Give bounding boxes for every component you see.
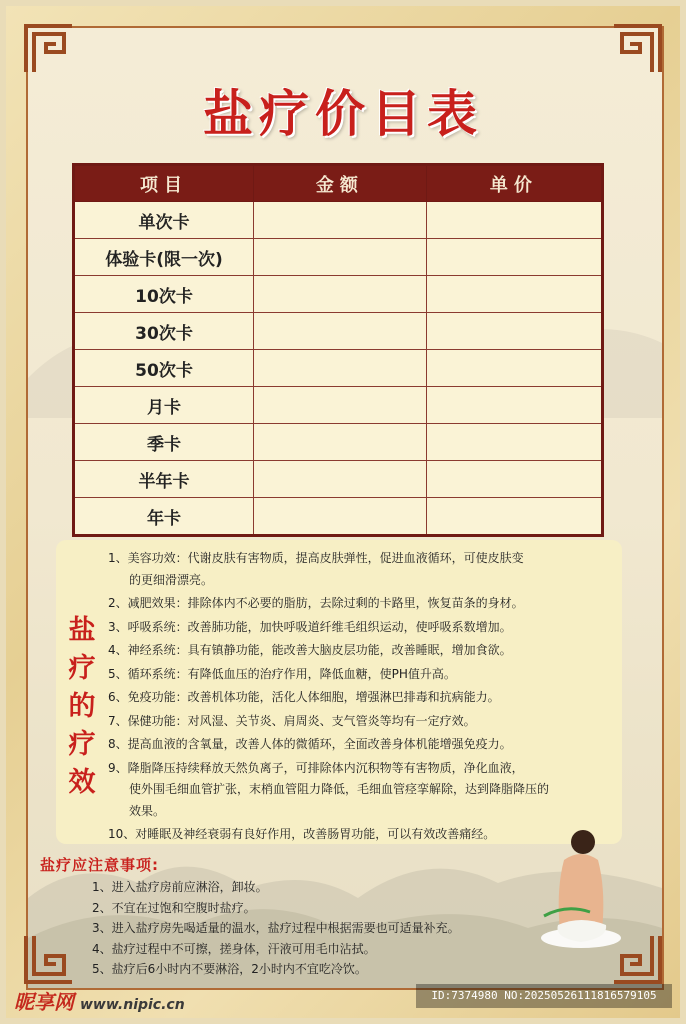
row-item: 50次卡: [74, 350, 254, 387]
table-row: [74, 276, 603, 313]
effect-line: 3、呼吸系统：改善肺功能，加快呼吸道纤维毛组织运动，使呼吸系数增加。: [108, 619, 512, 634]
effect-line: 8、提高血液的含氧量，改善人体的微循环，全面改善身体机能增强免疫力。: [108, 737, 512, 751]
row-unit-price: [426, 276, 602, 313]
side-title-char: 疗: [68, 653, 96, 684]
effects-list: [108, 548, 616, 848]
row-amount: [254, 202, 427, 239]
watermark-url: www.nipic.cn: [80, 997, 185, 1013]
row-unit-price: [426, 239, 602, 276]
price-table: [72, 163, 604, 537]
row-amount: [254, 461, 427, 498]
row-item: 单次卡: [74, 202, 254, 239]
list-item: 1、进入盐疗房前应淋浴，卸妆。: [92, 880, 268, 894]
list-item: [108, 593, 616, 615]
table-row: [74, 424, 603, 461]
row-amount: [254, 313, 427, 350]
row-unit-price: [426, 461, 602, 498]
row-amount: [254, 276, 427, 313]
list-item: [108, 687, 616, 709]
side-title-char: 效: [68, 767, 96, 798]
effect-line: 7、保健功能：对风湿、关节炎、肩周炎、支气管炎等均有一定疗效。: [108, 713, 476, 728]
corner-ornament-top-left: [22, 22, 76, 76]
list-item: [108, 617, 616, 639]
row-unit-price: [426, 313, 602, 350]
effect-line: 2、减肥效果：排除体内不必要的脂肪，去除过剩的卡路里，恢复苗条的身材。: [108, 596, 524, 610]
row-item: 年卡: [74, 498, 254, 536]
row-amount: [254, 498, 427, 536]
row-unit-price: [426, 498, 602, 536]
table-row: [74, 498, 603, 536]
page-title: 盐疗价目表: [203, 85, 483, 143]
watermark-brand-text: 昵享网: [14, 990, 74, 1014]
header-amount: 金额: [254, 165, 427, 202]
list-item: [108, 734, 616, 756]
list-item: [108, 548, 616, 591]
list-item: 3、进入盐疗房先喝适量的温水，盐疗过程中根据需要也可适量补充。: [92, 921, 460, 935]
price-table-header: [74, 165, 603, 202]
effect-line: 的更细滑漂亮。: [129, 572, 214, 587]
spa-person-illustration: [536, 820, 626, 950]
row-amount: [254, 424, 427, 461]
effect-line: 1、美容功效：代谢皮肤有害物质，提高皮肤弹性，促进血液循环，可使皮肤变: [108, 551, 524, 565]
row-item: 季卡: [74, 424, 254, 461]
list-item: 4、盐疗过程中不可擦，搓身体，汗液可用毛巾沾拭。: [92, 941, 376, 956]
effect-line: 使外围毛细血管扩张，末梢血管阻力降低，毛细血管痉挛解除，达到降脂降压的: [129, 782, 550, 796]
effect-line: 10、对睡眠及神经衰弱有良好作用，改善肠胃功能，可以有效改善痛经。: [108, 827, 496, 841]
side-title-char: 盐: [68, 615, 96, 646]
side-title-char: 疗: [68, 729, 96, 760]
effect-line: 5、循环系统：有降低血压的治疗作用，降低血糖，使PH值升高。: [108, 666, 456, 681]
corner-ornament-top-right: [610, 22, 664, 76]
header-item: 项目: [74, 165, 254, 202]
table-row: [74, 239, 603, 276]
row-unit-price: [426, 387, 602, 424]
row-item: 30次卡: [74, 313, 254, 350]
list-item: [108, 640, 616, 662]
row-unit-price: [426, 424, 602, 461]
notice-list: [92, 877, 460, 980]
list-item: 2、不宜在过饱和空腹时盐疗。: [92, 900, 256, 915]
header-unit-price: 单价: [426, 165, 602, 202]
table-row: [74, 202, 603, 239]
corner-ornament-bottom-left: [22, 932, 76, 986]
effect-line: 9、降脂降压持续释放天然负离子，可排除体内沉积物等有害物质，净化血液，: [108, 760, 524, 775]
list-item: [108, 758, 616, 823]
watermark-brand: [14, 986, 185, 1015]
row-amount: [254, 387, 427, 424]
effects-side-title: [62, 612, 102, 802]
row-amount: [254, 350, 427, 387]
table-row: [74, 461, 603, 498]
effect-line: 6、免疫功能：改善机体功能，活化人体细胞，增强淋巴排毒和抗病能力。: [108, 690, 500, 704]
row-unit-price: [426, 350, 602, 387]
row-unit-price: [426, 202, 602, 239]
effect-line: 4、神经系统：具有镇静功能，能改善大脑皮层功能，改善睡眠，增加食欲。: [108, 643, 512, 657]
row-item: 月卡: [74, 387, 254, 424]
row-item: 半年卡: [74, 461, 254, 498]
row-amount: [254, 239, 427, 276]
row-item: 10次卡: [74, 276, 254, 313]
side-title-char: 的: [68, 691, 96, 722]
notice-title: 盐疗应注意事项:: [40, 856, 159, 874]
row-item: 体验卡(限一次): [74, 239, 254, 276]
list-item: [108, 664, 616, 686]
table-row: [74, 350, 603, 387]
list-item: 5、盐疗后6小时内不要淋浴，2小时内不宜吃冷饮。: [92, 962, 367, 976]
table-row: [74, 387, 603, 424]
table-row: [74, 313, 603, 350]
effect-line: 效果。: [129, 803, 166, 818]
watermark-id: ID:7374980 NO:20250526111816579105: [416, 984, 672, 1008]
list-item: [108, 711, 616, 733]
